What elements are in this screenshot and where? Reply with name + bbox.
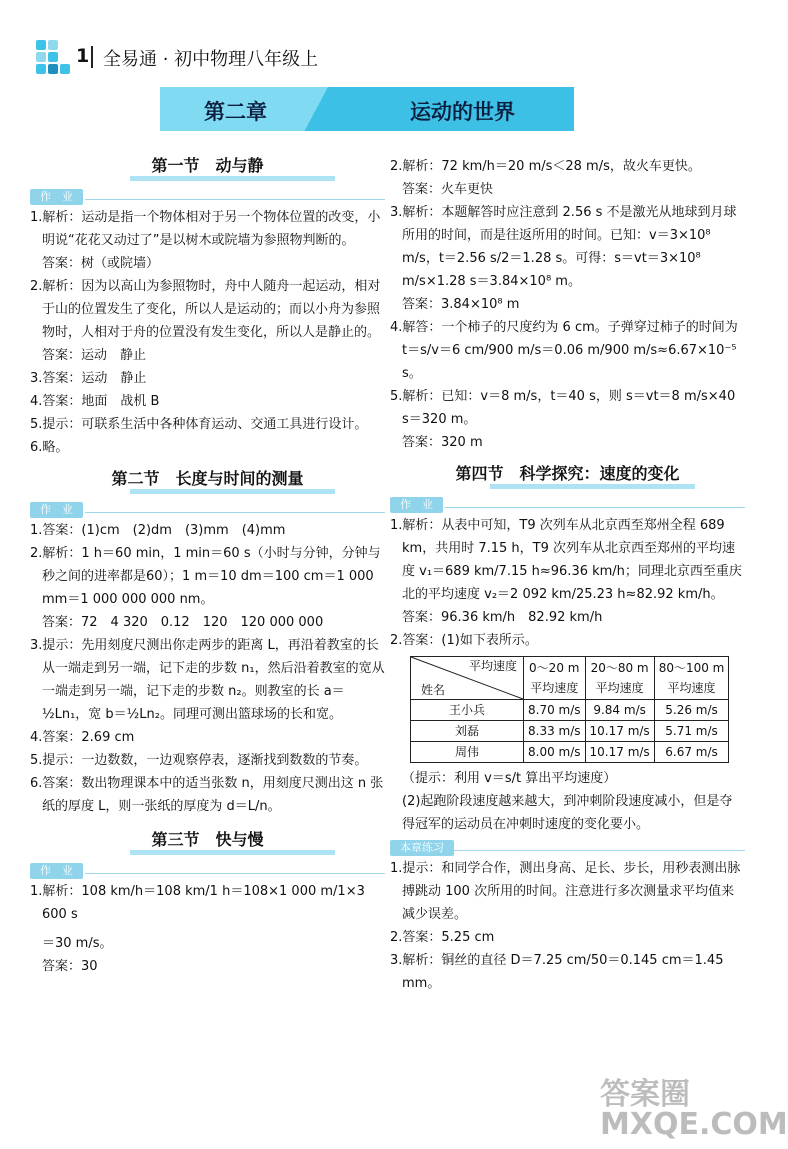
tag-rule — [85, 199, 385, 200]
answer-item: (2)起跑阶段速度越来越大，到冲刺阶段速度减小，但是夺得冠军的运动员在冲刺时速度的变化要小。 — [402, 794, 733, 832]
chapter-number: 第二章 — [204, 100, 267, 124]
homework-tag: 作 业 — [30, 502, 83, 518]
section-title — [30, 828, 385, 857]
chapter-banner — [160, 87, 574, 131]
answer-item: 2.解析：1 h＝60 min，1 min＝60 s（小时与分钟，分钟与秒之间的进率都是60）；1 m＝10 dm＝100 cm＝1 000 mm＝1 000 000 000 nm。 — [30, 546, 381, 607]
table-cell: 10.17 m/s — [585, 742, 654, 763]
answer-item: 3.答案：运动 静止 — [30, 371, 147, 386]
left-column — [30, 150, 385, 978]
answer-item: 5.解析：已知：v＝8 m/s，t＝40 s，则 s＝vt＝8 m/s×40 s＝320 m。 — [390, 389, 736, 427]
section-title-text: 第四节 科学探究：速度的变化 — [455, 464, 680, 483]
section-title — [390, 462, 745, 491]
table-cell: 9.84 m/s — [585, 700, 654, 721]
tag-rule — [445, 507, 745, 508]
answer-item: 6.略。 — [30, 440, 69, 455]
header-line: 20～80 m — [590, 661, 649, 675]
section-underline — [130, 489, 335, 494]
header-line: 80～100 m — [658, 661, 725, 675]
answer-item: 3.提示：先用刻度尺测出你走两步的距离 L，再沿着教室的长从一端走到另一端，记下走的步数 n₁，然后沿着教室的宽从一端走到另一端，记下走的步数 n₂。则教室的长 a＝½Ln₁，宽 b＝½Ln₂。同理可测出篮球场的长和宽。 — [30, 638, 385, 722]
table-cell: 8.00 m/s — [524, 742, 586, 763]
table-corner-cell — [411, 657, 524, 700]
table-header-row — [411, 657, 729, 700]
table-cell: 5.26 m/s — [654, 700, 729, 721]
answer-item: 1.提示：和同学合作，测出身高、足长、步长，用秒表测出脉搏跳动 100 次所用的时间。注意进行多次测量求平均值来减少误差。 — [390, 861, 741, 922]
answer-item: 1.解析：108 km/h＝108 km/1 h＝108×1 000 m/1×3 600 s — [30, 884, 365, 922]
answer-item: 1.解析：运动是指一个物体相对于另一个物体位置的改变，小明说“花花又动过了”是以树木或院墙为参照物判断的。 — [30, 210, 381, 248]
header-line: 平均速度 — [667, 681, 716, 695]
section-title-text: 第二节 长度与时间的测量 — [111, 469, 304, 488]
answer-item: 1.解析：从表中可知，T9 次列车从北京西至郑州全程 689 km，共用时 7.15 h，T9 次列车从北京西至郑州的平均速度 v₁＝689 km/7.15 h≈96.36 km/h；同理北京西至重庆北的平均速度 v₂＝2 092 km/25.23 h≈82.92 km/h。 — [390, 518, 742, 602]
answer-item: 答案：3.84×10⁸ m — [402, 297, 520, 312]
homework-tag: 作 业 — [30, 863, 83, 879]
tag-rule — [445, 850, 745, 851]
table-cell: 刘磊 — [411, 721, 524, 742]
answer-item: 4.答案：地面 战机 B — [30, 394, 160, 409]
answer-item: 答案：运动 静止 — [42, 348, 147, 363]
answer-item: 答案：树（或院墙） — [42, 256, 160, 271]
answer-item: ＝30 m/s。 — [42, 936, 113, 951]
answer-item: 答案：火车更快 — [402, 182, 494, 197]
section-title — [30, 154, 385, 183]
answer-item: 答案：72 4 320 0.12 120 120 000 000 — [42, 615, 324, 630]
corner-top-label: 平均速度 — [468, 659, 517, 673]
tag-rule — [85, 512, 385, 513]
answer-item: 3.解析：本题解答时应注意到 2.56 s 不是激光从地球到月球所用的时间，而是往返所用的时间。已知：v＝3×10⁸ m/s，t＝2.56 s/2＝1.28 s。可得：s＝vt＝3×10⁸ m/s×1.28 s＝3.84×10⁸ m。 — [390, 205, 737, 289]
table-row — [411, 700, 729, 721]
answer-item: 6.答案：数出物理课本中的适当张数 n，用刻度尺测出这 n 张纸的厚度 L，则一张纸的厚度为 d＝L/n。 — [30, 776, 384, 814]
speed-table — [410, 656, 729, 763]
answer-item: （提示：利用 v＝s/t 算出平均速度） — [402, 771, 617, 786]
section-title — [30, 467, 385, 496]
table-cell: 8.70 m/s — [524, 700, 586, 721]
table-cell: 10.17 m/s — [585, 721, 654, 742]
section-underline — [130, 850, 335, 855]
watermark: 答案圈 MXQE.COM — [600, 1077, 788, 1142]
book-title: 全易通 · 初中物理八年级上 — [103, 49, 319, 70]
tag-rule — [85, 873, 385, 874]
answer-item: 答案：320 m — [402, 435, 483, 450]
header-line: 平均速度 — [595, 681, 644, 695]
answer-item: 2.答案：(1)如下表所示。 — [390, 633, 538, 648]
answer-item: 5.提示：一边数数，一边观察停表，逐渐找到数数的节奏。 — [30, 753, 368, 768]
column-header — [654, 657, 729, 700]
section-underline — [130, 176, 335, 181]
chapter-name: 运动的世界 — [410, 100, 515, 124]
header-line: 0～20 m — [529, 661, 580, 675]
answer-item: 4.解答：一个柿子的尺度约为 6 cm。子弹穿过柿子的时间为 t＝s/v＝6 cm/900 m/s＝0.06 m/900 m/s≈6.67×10⁻⁵ s。 — [390, 320, 738, 381]
answer-item: 2.答案：5.25 cm — [390, 930, 495, 945]
answer-item: 答案：96.36 km/h 82.92 km/h — [402, 610, 603, 625]
answer-item: 4.答案：2.69 cm — [30, 730, 135, 745]
table-row — [411, 742, 729, 763]
section-title-text: 第一节 动与静 — [151, 156, 264, 175]
column-header — [524, 657, 586, 700]
answer-item: 5.提示：可联系生活中各种体育运动、交通工具进行设计。 — [30, 417, 368, 432]
header-divider — [91, 46, 93, 68]
answer-item: 答案：30 — [42, 959, 98, 974]
homework-tag: 作 业 — [390, 497, 443, 513]
right-column — [390, 155, 745, 995]
table-row — [411, 721, 729, 742]
column-header — [585, 657, 654, 700]
page-header — [0, 0, 750, 80]
section-title-text: 第三节 快与慢 — [151, 830, 264, 849]
answer-item: 3.解析：铜丝的直径 D＝7.25 cm/50＝0.145 cm＝1.45 mm。 — [390, 953, 724, 991]
table-cell: 王小兵 — [411, 700, 524, 721]
answer-item: 2.解析：72 km/h＝20 m/s＜28 m/s，故火车更快。 — [390, 159, 701, 174]
review-tag: 本章练习 — [390, 840, 454, 856]
answer-item: 2.解析：因为以高山为参照物时，舟中人随舟一起运动，相对于山的位置发生了变化，所以人是运动的；而以小舟为参照物时，人相对于舟的位置没有发生变化，所以人是静止的。 — [30, 279, 381, 340]
table-cell: 8.33 m/s — [524, 721, 586, 742]
answer-item: 1.答案：(1)cm (2)dm (3)mm (4)mm — [30, 523, 286, 538]
section-underline — [490, 484, 695, 489]
page-number: 1 — [76, 45, 90, 67]
corner-bottom-label: 姓名 — [421, 683, 446, 697]
table-cell: 5.71 m/s — [654, 721, 729, 742]
homework-tag: 作 业 — [30, 189, 83, 205]
header-line: 平均速度 — [530, 681, 579, 695]
table-cell: 周伟 — [411, 742, 524, 763]
table-cell: 6.67 m/s — [654, 742, 729, 763]
